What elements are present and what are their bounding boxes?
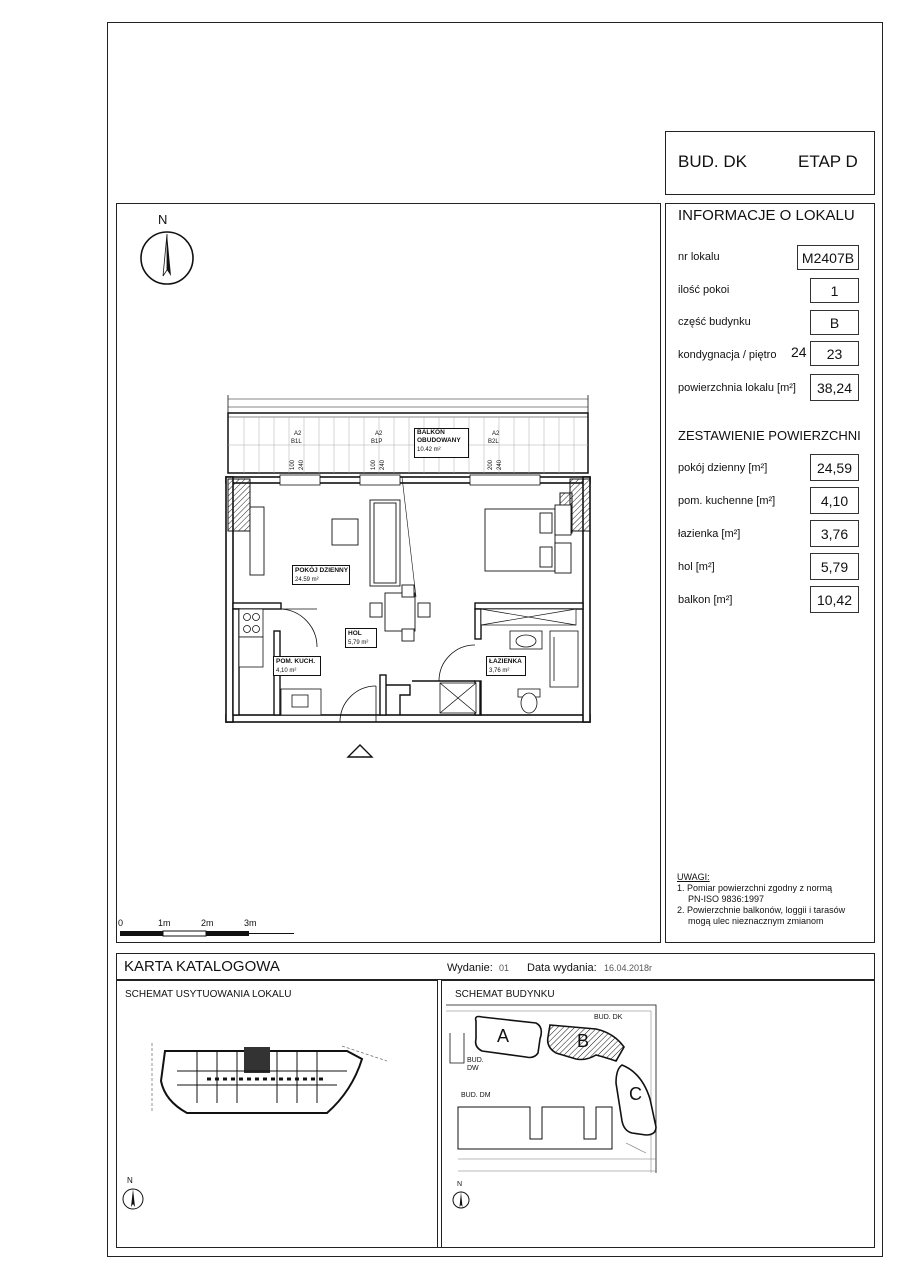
scale-bar bbox=[118, 918, 298, 940]
balcony-area: 10.42 m² bbox=[417, 447, 441, 453]
scale-2m: 2m bbox=[201, 918, 214, 928]
living-area-value: 24,59 bbox=[810, 454, 859, 481]
scale-1m: 1m bbox=[158, 918, 171, 928]
notes-title: UWAGI: bbox=[677, 872, 710, 882]
entrance-arrow-icon bbox=[348, 745, 372, 757]
dim-3a: 200 bbox=[488, 459, 495, 471]
compass bbox=[138, 210, 198, 285]
hall-area-label: hol [m²] bbox=[678, 561, 715, 573]
bathroom-area-label: łazienka [m²] bbox=[678, 528, 741, 540]
building-c-label: C bbox=[629, 1084, 642, 1104]
building-compass-icon bbox=[451, 1190, 471, 1210]
window-a-1: A2 bbox=[294, 431, 302, 437]
balcony-label-box bbox=[414, 428, 469, 458]
building-a-label: A bbox=[497, 1026, 510, 1046]
kitchen-area-label: pom. kuchenne [m²] bbox=[678, 495, 776, 507]
unit-number-value: M2407B bbox=[797, 245, 859, 270]
bathroom-area: 3,76 m² bbox=[489, 668, 510, 674]
dim-3b: 240 bbox=[497, 459, 504, 471]
building-part-label: część budynku bbox=[678, 316, 751, 328]
balcony-name-1: BALKON bbox=[417, 429, 445, 436]
kitchen-area: 4,10 m² bbox=[276, 668, 297, 674]
floor-outline bbox=[147, 1041, 397, 1121]
building-part-value: B bbox=[810, 310, 859, 335]
hall-area-value: 5,79 bbox=[810, 553, 859, 580]
building-b-label: B bbox=[577, 1031, 590, 1051]
floor-value: 23 bbox=[810, 341, 859, 366]
areas-title: ZESTAWIENIE POWIERZCHNI bbox=[678, 428, 861, 443]
note-2: 2. Powierzchnie balkonów, loggii i tarasów bbox=[677, 905, 846, 915]
building-schema bbox=[441, 980, 875, 1248]
location-north-label: N bbox=[127, 1176, 133, 1185]
building-label: BUD. DK bbox=[678, 152, 747, 171]
dim-1a: 100 bbox=[290, 459, 297, 471]
floor-plan bbox=[220, 385, 600, 775]
balcony bbox=[228, 395, 588, 473]
location-compass-icon bbox=[121, 1187, 145, 1211]
bud-dk-label: BUD. DK bbox=[594, 1014, 623, 1021]
unit-area-value: 38,24 bbox=[810, 374, 859, 401]
column-right bbox=[570, 479, 590, 531]
notes bbox=[677, 872, 872, 927]
kitchen-area-value: 4,10 bbox=[810, 487, 859, 514]
unit-number-label: nr lokalu bbox=[678, 251, 720, 263]
balcony-area-label: balkon [m²] bbox=[678, 594, 733, 606]
note-1: 1. Pomiar powierzchni zgodny z normą bbox=[677, 883, 833, 893]
location-schema-title: SCHEMAT USYTUOWANIA LOKALU bbox=[125, 989, 292, 1000]
balcony-name-2: OBUDOWANY bbox=[417, 437, 461, 444]
dim-2b: 240 bbox=[380, 459, 387, 471]
bathroom-area-value: 3,76 bbox=[810, 520, 859, 547]
window-1: B1L bbox=[291, 439, 302, 445]
bud-dm-label: BUD. DM bbox=[461, 1092, 491, 1099]
living-name: POKÓJ DZIENNY bbox=[295, 567, 349, 574]
building-north-label: N bbox=[457, 1181, 463, 1188]
info-panel bbox=[665, 203, 875, 943]
window-2: B1P bbox=[371, 439, 383, 445]
window-a-2: A2 bbox=[375, 431, 383, 437]
floor-label: kondygnacja / piętro bbox=[678, 349, 777, 361]
info-title: INFORMACJE O LOKALU bbox=[678, 207, 855, 224]
bathroom-name: ŁAZIENKA bbox=[489, 658, 522, 665]
bathroom-label-box bbox=[486, 656, 526, 676]
bud-dw-label-2: DW bbox=[467, 1065, 479, 1072]
column-left bbox=[228, 479, 250, 531]
kitchen-name: POM. KUCH. bbox=[276, 658, 315, 665]
balcony-area-value: 10,42 bbox=[810, 586, 859, 613]
scale-3m: 3m bbox=[244, 918, 257, 928]
rooms-value: 1 bbox=[810, 278, 859, 303]
scale-bar-graphic bbox=[118, 930, 298, 938]
location-schema bbox=[116, 980, 438, 1248]
rooms-label: ilość pokoi bbox=[678, 284, 730, 296]
window-a-3: A2 bbox=[492, 431, 500, 437]
kitchen-label-box bbox=[273, 656, 321, 676]
edition-label: Wydanie: bbox=[447, 962, 493, 974]
building-schema-title: SCHEMAT BUDYNKU bbox=[455, 989, 555, 1000]
compass-north-label: N bbox=[158, 212, 168, 227]
compass-rose-icon bbox=[138, 228, 198, 286]
storey-value: 24 bbox=[791, 344, 807, 360]
living-area-label: pokój dzienny [m²] bbox=[678, 462, 768, 474]
hall-label-box bbox=[345, 628, 377, 648]
date-value: 16.04.2018r bbox=[604, 963, 653, 973]
unit-area-label: powierzchnia lokalu [m²] bbox=[678, 382, 796, 394]
note-2b: mogą ulec nieznacznym zmianom bbox=[688, 916, 824, 926]
bud-dw-label-1: BUD. bbox=[467, 1057, 484, 1064]
catalog-title: KARTA KATALOGOWA bbox=[124, 958, 280, 975]
hall-name: HOL bbox=[348, 630, 362, 637]
stage-label: ETAP D bbox=[798, 152, 858, 171]
dim-2a: 100 bbox=[371, 459, 378, 471]
living-label-box bbox=[292, 565, 350, 585]
window-3: B2L bbox=[488, 439, 499, 445]
date-label: Data wydania: bbox=[527, 962, 597, 974]
edition-value: 01 bbox=[499, 963, 510, 973]
header-box bbox=[665, 131, 875, 195]
hall-area: 5,79 m² bbox=[348, 640, 369, 646]
scale-0: 0 bbox=[118, 918, 124, 928]
note-1b: PN-ISO 9836:1997 bbox=[688, 894, 765, 904]
living-area: 24.59 m² bbox=[295, 577, 319, 583]
dim-1b: 240 bbox=[299, 459, 306, 471]
